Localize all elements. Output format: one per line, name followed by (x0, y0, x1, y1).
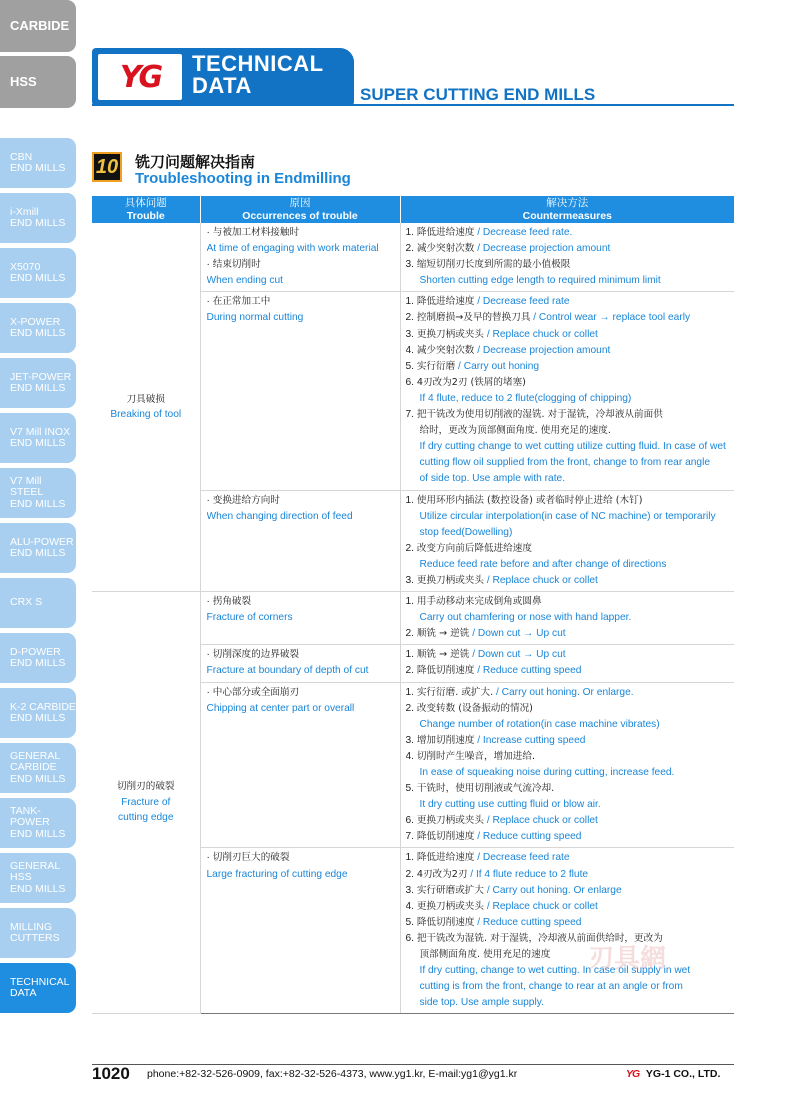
table-row (92, 223, 734, 292)
countermeasure-en: Carry out honing. Or enlarge (492, 884, 622, 896)
separator: / (455, 360, 464, 372)
countermeasure-en: Decrease projection amount (482, 243, 611, 255)
header-title (192, 53, 324, 97)
page-number: 1020 (92, 1064, 130, 1083)
cause-zh-text: 变换进给方向时 (212, 494, 280, 506)
yg-logo (98, 54, 182, 100)
countermeasure-item (406, 257, 731, 273)
countermeasure-zh: 降低切削速度 (416, 665, 475, 677)
countermeasure-item (406, 343, 731, 359)
cause-zh (207, 685, 396, 701)
side-tab[interactable]: X5070 END MILLS (0, 248, 76, 298)
countermeasure-zh: 把干铣改为使用切削液的湿铣. 对于湿铣，冷却液从前面供 (416, 409, 663, 421)
countermeasure-en: If 4 flute reduce to 2 flute (475, 868, 589, 880)
countermeasure-en: Decrease feed rate (482, 852, 570, 864)
side-tab[interactable]: X-POWER END MILLS (0, 303, 76, 353)
side-tab[interactable]: CARBIDE (0, 0, 76, 52)
cause-en: Fracture at boundary of depth of cut (206, 665, 369, 677)
item-number: 2. (405, 542, 414, 554)
countermeasure-zh: 减少突射次数 (416, 344, 475, 356)
cause-en: During normal cutting (206, 312, 304, 324)
countermeasure-zh: 实行研磨或扩大 (416, 884, 484, 896)
countermeasure-zh: 降低进给速度 (416, 296, 475, 308)
countermeasure-en: cutting is from the front, change to rear at an angle or from (419, 981, 683, 993)
separator: / (493, 686, 502, 698)
col-cause-header (200, 196, 400, 223)
countermeasure-en: Replace chuck or collet (492, 328, 598, 340)
item-number: 5. (405, 916, 414, 928)
cause-zh (207, 294, 396, 310)
countermeasure-item (406, 947, 731, 963)
countermeasure-en: It dry cutting use cutting fluid or blow air. (419, 799, 601, 811)
cause-bullet: · (206, 852, 213, 864)
countermeasure-item (406, 733, 731, 749)
countermeasure-en: Replace chuck or collet (492, 815, 598, 827)
separator: / (484, 574, 493, 586)
side-tab[interactable]: ALU-POWER END MILLS (0, 523, 76, 573)
separator: / (484, 900, 493, 912)
item-number: 2. (405, 868, 414, 880)
countermeasure-item (406, 327, 731, 343)
countermeasure-item (406, 541, 731, 557)
countermeasure-en: Decrease projection amount (482, 344, 611, 356)
countermeasure-zh: 顶部侧面角度. 使用充足的速度 (419, 949, 551, 961)
countermeasure-item (406, 626, 731, 642)
countermeasure-item (406, 781, 731, 797)
cause-en: When ending cut (206, 275, 283, 287)
cause-cell (200, 292, 400, 490)
side-tab[interactable]: GENERAL CARBIDE END MILLS (0, 743, 76, 793)
countermeasure-zh: 更换刀柄或夹头 (416, 900, 484, 912)
countermeasure-zh: 干铣时，使用切削液或气流冷却. (416, 783, 555, 795)
col-trouble-en: Trouble (126, 209, 165, 222)
item-number: 2. (405, 628, 414, 640)
countermeasure-item (406, 701, 731, 717)
col-countermeasure-en: Countermeasures (522, 209, 612, 222)
separator: / (467, 868, 476, 880)
trouble-en: Breaking of tool (110, 409, 182, 421)
item-number: 6. (405, 376, 414, 388)
countermeasure-en: Increase cutting speed (482, 734, 586, 746)
separator: / (474, 344, 483, 356)
countermeasure-cell (400, 682, 734, 848)
countermeasure-en: Control wear → replace tool early (538, 312, 691, 324)
cause-zh (207, 257, 396, 273)
countermeasure-zh: 改变方向前后降低进给速度 (416, 542, 532, 554)
countermeasure-cell (400, 645, 734, 682)
cause-en: At time of engaging with work material (206, 243, 379, 255)
trouble-cell (92, 223, 200, 592)
countermeasure-item (406, 915, 731, 931)
countermeasure-zh: 使用环形内插法 (数控设备) 或者临时停止进给 (木钉) (416, 494, 643, 506)
item-number: 1. (405, 227, 414, 238)
item-number: 1. (405, 852, 414, 864)
countermeasure-item (406, 663, 731, 679)
countermeasure-en: In ease of squeaking noise during cutting, increase feed. (419, 767, 675, 778)
col-countermeasure-header (400, 196, 734, 223)
countermeasure-item (406, 407, 731, 423)
trouble-zh: 刀具破损 (126, 393, 165, 405)
table-body (92, 223, 734, 1014)
item-number: 1. (405, 596, 414, 608)
countermeasure-en: Decrease feed rate. (482, 227, 573, 238)
separator: / (484, 328, 493, 340)
item-number: 2. (405, 243, 414, 255)
item-number: 3. (405, 259, 414, 271)
countermeasure-item (406, 375, 731, 391)
countermeasure-en: Change number of rotation(in case machine vibrates) (419, 718, 660, 730)
side-tab[interactable]: MILLING CUTTERS (0, 908, 76, 958)
countermeasure-zh: 实行衍磨 (416, 360, 456, 372)
watermark: 刃具網 (588, 944, 667, 974)
countermeasure-zh: 降低切削速度 (416, 916, 475, 928)
side-tab[interactable]: GENERAL HSS END MILLS (0, 853, 76, 903)
countermeasure-en: Carry out honing (463, 360, 540, 372)
cause-en: When changing direction of feed (206, 510, 353, 522)
side-tab[interactable]: TECHNICAL DATA (0, 963, 76, 1013)
cause-zh (207, 850, 396, 866)
cause-bullet: · (206, 686, 213, 698)
countermeasure-en: Replace chuck or collet (492, 574, 598, 586)
countermeasure-zh: 切削时产生噪音，增加进给. (416, 750, 536, 762)
countermeasure-en: cutting flow oil supplied from the front, change to from rear angle (419, 457, 710, 469)
item-number: 1. (405, 649, 414, 661)
item-number: 6. (405, 932, 414, 944)
countermeasure-zh: 减少突射次数 (416, 243, 475, 255)
side-tab[interactable]: HSS (0, 56, 76, 108)
separator: / (474, 243, 483, 255)
footer-brand (626, 1068, 720, 1080)
separator: / (474, 831, 483, 843)
troubleshooting-table (92, 196, 734, 1014)
col-trouble-zh: 具体问题 (124, 197, 167, 209)
col-trouble-header (92, 196, 200, 223)
countermeasure-item (406, 899, 731, 915)
countermeasure-zh: 降低进给速度 (416, 852, 475, 864)
item-number: 7. (405, 831, 414, 843)
item-number: 1. (405, 686, 414, 698)
countermeasure-en: Shorten cutting edge length to required minimum limit (419, 275, 661, 287)
countermeasure-zh: 更换刀柄或夹头 (416, 328, 484, 340)
cause-cell (200, 682, 400, 848)
countermeasure-item (406, 685, 731, 701)
countermeasure-zh: 降低切削速度 (416, 831, 475, 843)
header-divider (92, 104, 734, 106)
cause-zh (207, 594, 396, 610)
countermeasure-item (406, 310, 731, 326)
countermeasure-en: Reduce cutting speed (482, 665, 582, 677)
item-number: 5. (405, 783, 414, 795)
countermeasure-en: If 4 flute, reduce to 2 flute(clogging of chipping) (419, 392, 632, 404)
item-number: 3. (405, 328, 414, 340)
countermeasure-item (406, 493, 731, 509)
countermeasure-en: Utilize circular interpolation(in case of NC machine) or temporarily (419, 510, 716, 522)
item-number: 4. (405, 750, 414, 762)
countermeasure-item (406, 573, 731, 589)
cause-zh-text: 切削刃巨大的破裂 (212, 852, 290, 864)
item-number: 1. (405, 494, 414, 506)
separator: / (474, 227, 483, 238)
col-cause-zh: 原因 (289, 197, 311, 209)
trouble-zh: 切削刃的破裂 (116, 781, 175, 793)
countermeasure-zh: 给时，更改为顶部侧面角度. 使用充足的速度. (419, 425, 611, 437)
yg-logo-text: YG (119, 59, 161, 95)
countermeasure-zh: 顺铣 → 逆铣 (416, 649, 470, 661)
countermeasure-item (406, 867, 731, 883)
item-number: 6. (405, 815, 414, 827)
side-tab[interactable]: V7 Mill STEEL END MILLS (0, 468, 76, 518)
item-number: 3. (405, 574, 414, 586)
countermeasure-item (406, 225, 731, 241)
item-number: 4. (405, 900, 414, 912)
countermeasure-zh: 4刃改为2刃 (铁屑的堵塞) (416, 376, 526, 388)
item-number: 2. (405, 702, 414, 714)
cause-zh (207, 647, 396, 663)
cause-bullet: · (206, 227, 213, 238)
cause-zh-text: 拐角破裂 (212, 596, 252, 608)
cause-zh-text: 结束切削时 (212, 259, 261, 271)
countermeasure-zh: 把干铣改为湿铣. 对于湿铣，冷却液从前面供给时，更改为 (416, 932, 663, 944)
cause-zh-text: 中心部分或全面崩刃 (212, 686, 300, 698)
side-tab[interactable]: CBN END MILLS (0, 138, 76, 188)
trouble-en: Fracture of (121, 796, 171, 808)
separator: / (484, 884, 493, 896)
countermeasure-en: If dry cutting, change to wet cutting. In case oil supply in wet (419, 965, 691, 977)
cause-en: Fracture of corners (206, 612, 293, 624)
countermeasure-en: Carry out honing. Or enlarge. (501, 686, 634, 698)
separator: / (474, 916, 483, 928)
countermeasure-zh: 缩短切削刃长度到所需的最小值极限 (416, 259, 571, 271)
item-number: 3. (405, 734, 414, 746)
cause-cell (200, 490, 400, 592)
countermeasure-item (406, 241, 731, 257)
cause-zh-text: 与被加工材料接触时 (212, 227, 300, 238)
item-number: 5. (405, 360, 414, 372)
item-number: 3. (405, 884, 414, 896)
header-banner (92, 48, 354, 106)
cause-en: Chipping at center part or overall (206, 702, 355, 714)
countermeasure-item (406, 813, 731, 829)
side-tab[interactable]: TANK-POWER END MILLS (0, 798, 76, 848)
countermeasure-en: Reduce cutting speed (482, 916, 582, 928)
countermeasure-zh: 降低进给速度 (416, 227, 475, 238)
separator: / (484, 815, 493, 827)
countermeasure-item (406, 749, 731, 765)
countermeasure-en: Replace chuck or collet (492, 900, 598, 912)
cause-bullet: · (206, 649, 213, 661)
countermeasure-zh: 顺铣 → 逆铣 (416, 628, 470, 640)
heading-chinese: 铣刀问题解决指南 (135, 153, 256, 171)
side-tab[interactable]: D-POWER END MILLS (0, 633, 76, 683)
separator: / (530, 312, 539, 324)
cause-zh (207, 493, 396, 509)
cause-zh-text: 切削深度的边界破裂 (212, 649, 300, 661)
countermeasure-item (406, 294, 731, 310)
side-tab[interactable]: i-Xmill END MILLS (0, 193, 76, 243)
countermeasure-zh: 更换刀柄或夹头 (416, 574, 484, 586)
cause-cell (200, 848, 400, 1014)
cause-cell (200, 645, 400, 682)
countermeasure-cell (400, 592, 734, 645)
separator: / (469, 628, 478, 640)
separator: / (474, 296, 483, 308)
separator: / (469, 649, 478, 661)
trouble-cell (92, 592, 200, 1014)
side-tab[interactable]: V7 Mill INOX END MILLS (0, 413, 76, 463)
countermeasure-zh: 控制磨损→及早的替换刀具 (416, 312, 531, 324)
countermeasure-en: Down cut → Up cut (477, 649, 566, 661)
countermeasure-en: stop feed(Dowelling) (419, 526, 513, 538)
company-name: YG-1 CO., LTD. (645, 1068, 721, 1080)
countermeasure-en: Reduce feed rate before and after change of directions (419, 558, 667, 570)
countermeasure-en: Reduce cutting speed (482, 831, 582, 843)
separator: / (474, 665, 483, 677)
countermeasure-cell (400, 292, 734, 490)
countermeasure-zh: 4刃改为2刃 (416, 868, 468, 880)
countermeasure-item (406, 647, 731, 663)
countermeasure-en: Carry out chamfering or nose with hand lapper. (419, 612, 632, 624)
countermeasure-zh: 改变转数 (设备振动的情况) (416, 702, 533, 714)
countermeasure-en: If dry cutting change to wet cutting utilize cutting fluid. In case of wet (419, 441, 726, 453)
contact-info: phone:+82-32-526-0909, fax:+82-32-526-4373, www.yg1.kr, E-mail:yg1@yg1.kr (147, 1068, 518, 1080)
countermeasure-item (406, 850, 731, 866)
side-tab[interactable]: JET-POWER END MILLS (0, 358, 76, 408)
countermeasure-cell (400, 223, 734, 292)
cause-zh (207, 225, 396, 241)
countermeasure-en: Decrease feed rate (482, 296, 570, 308)
item-number: 7. (405, 409, 414, 421)
cause-bullet: · (206, 596, 213, 608)
cause-cell (200, 592, 400, 645)
col-cause-en: Occurrences of trouble (242, 209, 358, 222)
countermeasure-item (406, 359, 731, 375)
cause-zh-text: 在正常加工中 (212, 296, 271, 308)
section-number-badge: 10 (92, 152, 122, 182)
item-number: 2. (405, 312, 414, 324)
countermeasure-zh: 用手动移动来完成倒角或圆鼻 (416, 596, 542, 608)
col-countermeasure-zh: 解决方法 (546, 197, 589, 209)
side-tab[interactable]: K-2 CARBIDE END MILLS (0, 688, 76, 738)
footer-logo: YG (626, 1068, 640, 1080)
cause-en: Large fracturing of cutting edge (206, 868, 348, 880)
cause-cell (200, 223, 400, 292)
side-tab[interactable]: CRX S (0, 578, 76, 628)
header-title-line2: DATA (192, 73, 252, 98)
countermeasure-zh: 更换刀柄或夹头 (416, 815, 484, 827)
countermeasure-zh: 增加切削速度 (416, 734, 475, 746)
countermeasure-en: Down cut → Up cut (477, 628, 566, 640)
countermeasure-item (406, 829, 731, 845)
countermeasure-item (406, 883, 731, 899)
countermeasure-item (406, 423, 731, 439)
countermeasure-zh: 实行衍磨. 或扩大. (416, 686, 494, 698)
separator: / (474, 734, 483, 746)
heading-english: Troubleshooting in Endmilling (135, 170, 351, 187)
cause-bullet: · (206, 259, 213, 271)
side-tabs (0, 0, 78, 1120)
trouble-en: cutting edge (117, 812, 174, 824)
header-title-line1: TECHNICAL (192, 51, 324, 76)
table-row (92, 592, 734, 645)
item-number: 4. (405, 344, 414, 356)
footer-divider (92, 1064, 734, 1065)
countermeasure-en: of side top. Use ample with rate. (419, 473, 566, 485)
countermeasure-item (406, 931, 731, 947)
cause-bullet: · (206, 296, 213, 308)
countermeasure-item (406, 594, 731, 610)
section-title: SUPER CUTTING END MILLS (360, 85, 596, 104)
separator: / (474, 852, 483, 864)
countermeasure-cell (400, 848, 734, 1014)
item-number: 2. (405, 665, 414, 677)
cause-bullet: · (206, 494, 213, 506)
countermeasure-en: side top. Use ample supply. (419, 997, 544, 1009)
countermeasure-cell (400, 490, 734, 592)
item-number: 1. (405, 296, 414, 308)
